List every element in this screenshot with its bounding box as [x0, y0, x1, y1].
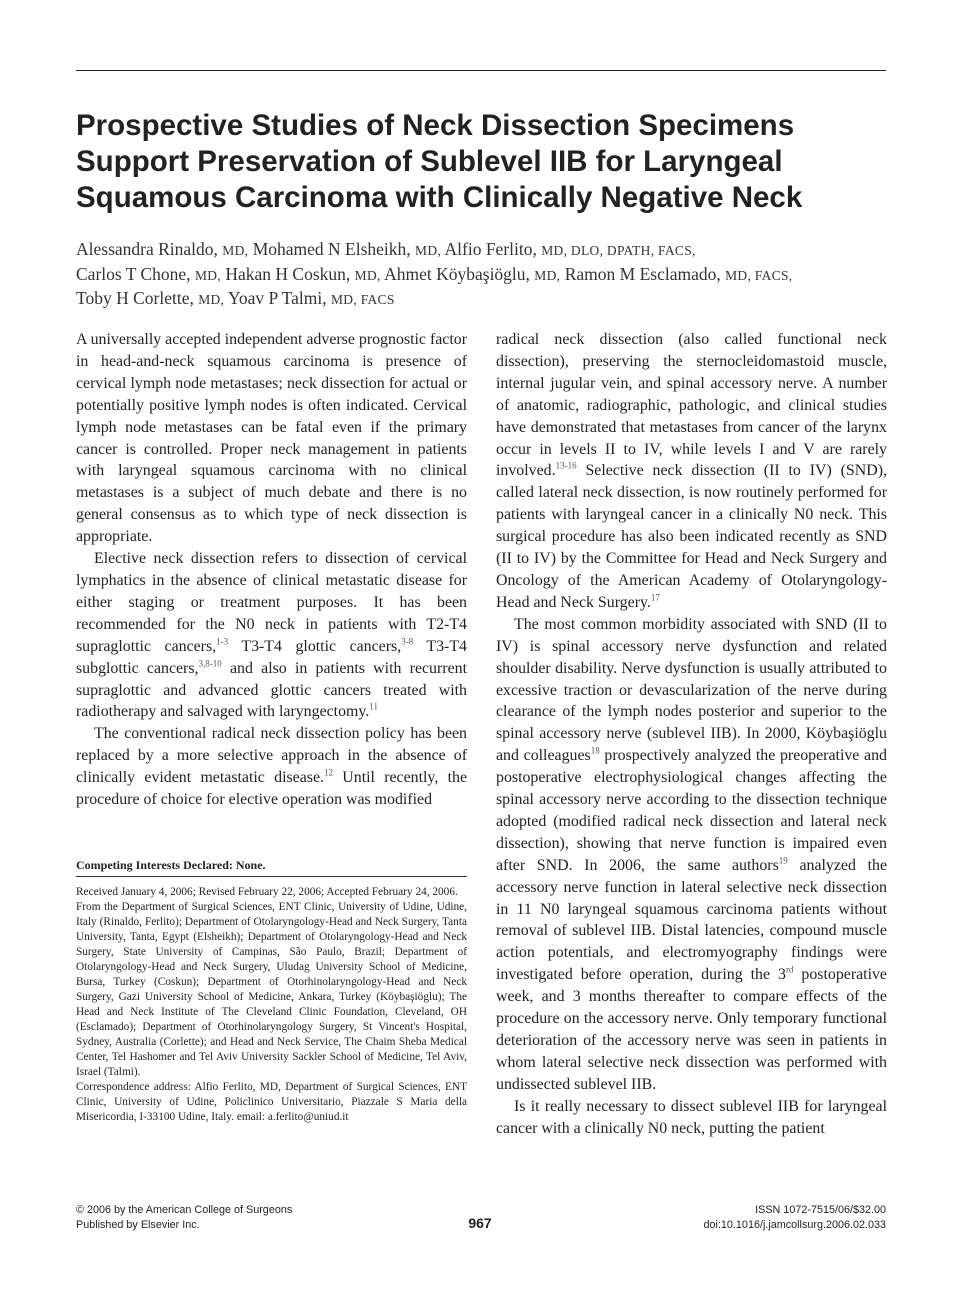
affiliations: From the Department of Surgical Sciences, ENT Clinic, University of Udine, Udine, Italy (Rinaldo, Ferlito); Department of Otolaryngology-Head and Neck Surgery, Tanta University, Tanta, Egypt (Elsheikh); Department of Otolaryngology-Head and Neck Surgery, State University of Campinas, São Paulo, Brazil; Department of Otolaryngology-Head and Neck Surgery, Uludag University School of Medicine, Bursa, Turkey (Coskun); Department of Otorhinolaryngology-Head and Neck Surgery, Gazi University School of Medicine, Ankara, Turkey (Köybaşiöglu); The Head and Neck Institute of The Cleveland Clinic Foundation, Cleveland, OH (Esclamado); Department of Otorhinolaryngology Surgery, St Vincent's Hospital, Sydney, Australia (Corlette); and Head and Neck Service, The Chaim Sheba Medical Center, Tel Hashomer and Tel Aviv University Sackler School of Medicine, Tel Aviv, Israel (Talmi). — [76, 901, 467, 1078]
author-degrees: MD, — [198, 292, 225, 307]
author-line-3 — [76, 287, 896, 312]
body-paragraph — [76, 723, 467, 811]
body-text: analyzed the accessory nerve function in lateral selective neck dissection in 11 N0 laryngeal squamous carcinoma patients without removal of sublevel IIB. Distal latencies, compound muscle action potentials, and electromyography findings were investigated before operation, during the 3 — [496, 856, 887, 984]
citation-ref[interactable]: 1-3 — [216, 636, 229, 647]
copyright: © 2006 by the American College of Surgeons — [76, 1204, 293, 1216]
author-degrees: MD, — [534, 267, 561, 283]
author-degrees: MD, DLO, DPATH, FACS, — [541, 243, 696, 258]
citation-ref[interactable]: 3,8-10 — [198, 658, 222, 669]
right-column — [496, 329, 887, 1140]
body-text: prospectively analyzed the preoperative and postoperative electrophysiological changes affecting the spinal accessory nerve according to the dissection technique adopted (modified radical neck dissection and lateral neck dissection), showing that nerve function is impaired even after SND. In 2006, the same authors — [496, 747, 887, 874]
author-name: Carlos T Chone, — [76, 263, 191, 284]
author-degrees: MD, FACS, — [725, 267, 793, 283]
author-name: Hakan H Coskun, — [225, 263, 351, 284]
footnote-rule — [76, 876, 467, 877]
body-text: Until recently, the procedure of choice for elective operation was modified — [76, 769, 468, 809]
body-paragraph: A universally accepted independent adverse prognostic factor in head-and-neck squamous carcinoma is presence of cervical lymph node metastases; neck dissection for actual or potentially positive lymph nodes is often indicated. Cervical lymph node metastases can be fatal even if the primary cancer is controlled. Proper neck management in patients with laryngeal squamous carcinoma with no clinical metastases is a subject of much debate and there is no general consensus as to which type of neck dissection is appropriate. — [76, 331, 467, 546]
author-degrees: MD, — [415, 243, 442, 258]
author-line-2 — [76, 263, 896, 288]
left-column — [76, 329, 467, 811]
author-name: Toby H Corlette, — [76, 288, 194, 308]
author-name: Ramon M Esclamado, — [564, 263, 721, 284]
doi-link[interactable]: doi:10.1016/j.jamcollsurg.2006.02.033 — [703, 1219, 886, 1231]
body-paragraph — [496, 614, 887, 1096]
citation-ref[interactable]: 13-16 — [555, 461, 577, 472]
author-name: Mohamed N Elsheikh, — [252, 239, 411, 259]
correspondence: Correspondence address: Alfio Ferlito, MD, Department of Surgical Sciences, ENT Clinic, University of Udine, Policlinico Universitario, Piazzale S Maria della Misericordia, I-33100 Udine, Italy. email: a.ferlito@uniud.it — [76, 1081, 467, 1123]
body-paragraph — [496, 329, 887, 614]
citation-ref[interactable]: 3-8 — [401, 636, 414, 647]
author-name: Alessandra Rinaldo, — [76, 239, 218, 259]
footer-right — [704, 1203, 886, 1233]
body-text: radical neck dissection (also called functional neck dissection), preserving the sternocleidomastoid muscle, internal jugular vein, and spinal accessory nerve. A number of anatomic, radiographic, pathologic, and clinical studies have demonstrated that metastases from cancer of the larynx occur in levels II to IV, while levels I and V are rarely involved. — [496, 331, 887, 480]
author-list — [76, 238, 896, 312]
body-text: Elective neck dissection refers to dissection of cervical lymphatics in the absence of clinical metastatic disease for either staging or treatment purposes. It has been recommended for the N0 neck in patients with T2-T4 supraglottic cancers, — [76, 550, 467, 655]
body-paragraph: Is it really necessary to dissect sublevel IIB for laryngeal cancer with a clinically N0 neck, putting the patient — [496, 1097, 887, 1137]
author-degrees: MD, — [222, 243, 249, 258]
page-number: 967 — [468, 1215, 492, 1231]
author-line-1 — [76, 238, 896, 263]
author-name: Ahmet Köybaşiöglu, — [384, 263, 530, 284]
citation-ref[interactable]: 11 — [369, 702, 378, 713]
body-text: T3-T4 subglottic cancers, — [76, 637, 468, 677]
issn: ISSN 1072-7515/06/$32.00 — [755, 1204, 886, 1216]
body-paragraph — [76, 548, 467, 723]
author-name: Alfio Ferlito, — [444, 239, 537, 259]
author-degrees: MD, FACS — [331, 292, 395, 307]
competing-interests: Competing Interests Declared: None. — [76, 858, 266, 872]
citation-ref[interactable]: 17 — [650, 592, 660, 603]
citation-ref[interactable]: 18 — [590, 745, 600, 756]
body-text: T3-T4 glottic cancers, — [228, 637, 402, 655]
author-degrees: MD, — [354, 267, 381, 283]
body-text: The conventional radical neck dissection policy has been replaced by a more selective approach in the absence of clinically evident metastatic disease. — [76, 725, 467, 787]
author-name: Yoav P Talmi, — [228, 288, 327, 308]
front-notes — [76, 885, 467, 1125]
body-text: The most common morbidity associated with SND (II to IV) is spinal accessory nerve dysfunction and related shoulder disability. Nerve dysfunction is usually attributed to excessive traction or devascularization of the nerve during clearance of the lymph nodes posterior and superior to the spinal accessory nerve (sublevel IIB). In 2000, Köybaşiöglu and colleagues — [496, 615, 887, 765]
publisher: Published by Elsevier Inc. — [76, 1219, 200, 1231]
citation-ref[interactable]: 19 — [778, 855, 788, 866]
body-text: postoperative week, and 3 months thereafter to compare effects of the procedure on the accessory nerve. Only temporary functional deterioration of the accessory nerve was seen in patients in whom lateral selective neck dissection was performed with undissected sublevel IIB. — [496, 966, 887, 1093]
received-dates: Received January 4, 2006; Revised February 22, 2006; Accepted February 24, 2006. — [76, 886, 458, 898]
author-degrees: MD, — [194, 267, 221, 283]
body-text: and also in patients with recurrent supraglottic and advanced glottic cancers treated with radiotherapy and salvaged with laryngectomy. — [76, 659, 467, 721]
article-title: Prospective Studies of Neck Dissection Specimens Support Preservation of Sublevel IIB for Laryngeal Squamous Carcinoma with Clinically Negative Neck — [76, 109, 803, 214]
ordinal-suffix: rd — [785, 964, 794, 975]
citation-ref[interactable]: 12 — [324, 767, 333, 778]
header-rule — [76, 70, 886, 71]
body-text: Selective neck dissection (II to IV) (SND), called lateral neck dissection, is now routinely performed for patients with laryngeal cancer in a clinically N0 neck. This surgical procedure has also been indicated recently as SND (II to IV) by the Committee for Head and Neck Surgery and Oncology of the American Academy of Otolaryngology-Head and Neck Surgery. — [496, 462, 887, 611]
